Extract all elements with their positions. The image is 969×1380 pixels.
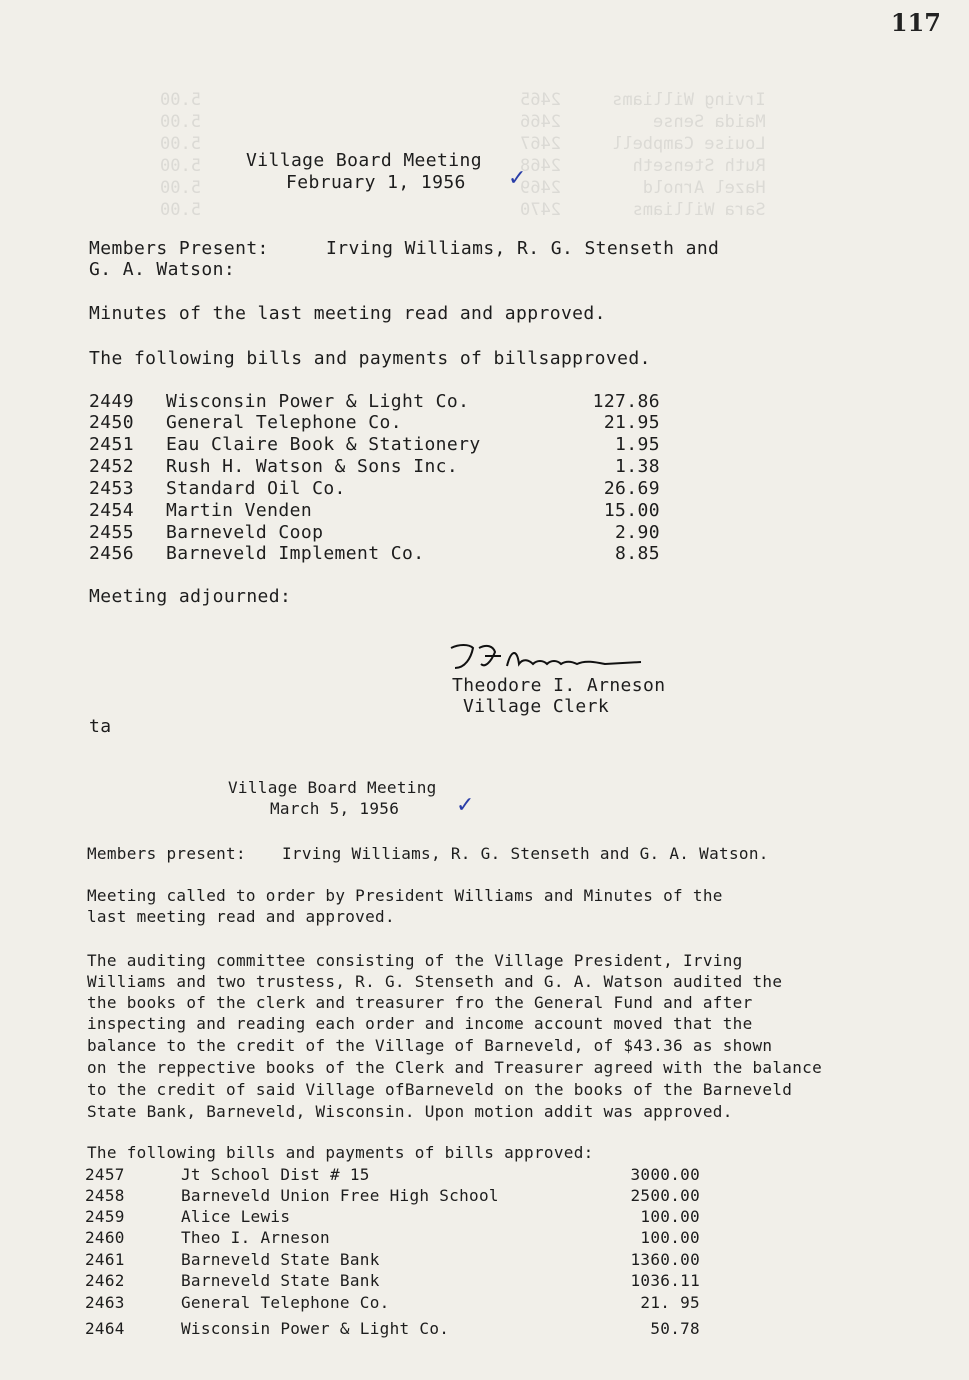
bill-amount: 26.69 bbox=[603, 478, 660, 499]
members-line2: G. A. Watson: bbox=[89, 259, 236, 280]
bill-number: 2463 bbox=[85, 1293, 125, 1312]
bill-number: 2452 bbox=[89, 456, 134, 477]
bill-payee: Rush H. Watson & Sons Inc. bbox=[166, 456, 459, 477]
checkmark-icon: ✓ bbox=[508, 166, 527, 191]
bill-payee: Theo I. Arneson bbox=[181, 1228, 330, 1247]
bill-number: 2450 bbox=[89, 412, 134, 433]
clerk-name: Theodore I. Arneson bbox=[452, 675, 666, 696]
bill-number: 2457 bbox=[85, 1165, 125, 1184]
ledger-page: Irving Williams 2465 Maida Sense 2466 Louise Campbell 2467 Ruth Stenseth 2468 Hazel Arnold 2469 Sara Williams 2470 5.00 5.00 5.00 5.00 5.00 5.00 117 Village Board Meeting February 1, 1956 ✓ Members Present: Irving Williams, R. G. Stenseth and G. A. Watson: Minutes of the last meeting read and approved. The following bills and payments of billsapproved. 2449 Wisconsin Power & Light Co. 127.86 2450 General Telephone Co. 21.95 2451 Eau Claire Book & Stationery 1.95 2452 Rush H. Watson & Sons Inc. 1.38 2453 Standard Oil Co. 26.69 2454 Martin Venden 15.00 2455 Barneveld Coop 2.90 2456 Barneveld Implement Co. 8.85 Meeting adjourned: Theodore I. Arneson Village Clerk ta Village Board Meeting March 5, 1956 ✓ Members present: Irving Williams, R. G. Stenseth and G. A. Watson. Meeting called to order by President Williams and Minutes of the last meeting read and approved. The auditing committee consisting of the Village President, Irving Williams and two trustess, R. G. Stenseth and G. A. Watson audited the the books of the clerk and treasurer fro the General Fund and after inspecting and reading each order and income account moved that the balance to the credit of the Village of Barneveld, of $43.36 as shown on the reppective books of the Clerk and Treasurer agreed with the balance to the credit of said Village ofBarneveld on the books of the Barneveld State Bank, Barneveld, Wisconsin. Upon motion addit was approved. The following bills and payments of bills approved: 2457 Jt School Dist # 15 3000.00 2458 Barneveld Union Free High School 2500.00 2459 Alice Lewis 100.00 2460 Theo I. Arneson 100.00 2461 Barneveld State Bank 1360.00 2462 Barneveld State Bank 1036.11 2463 General Telephone Co. 21. 95 2464 Wisconsin Power & Light Co. 50.78 bbox=[85, 8, 941, 1338]
bill-amount: 1360.00 bbox=[630, 1250, 700, 1269]
bill-payee: Eau Claire Book & Stationery bbox=[166, 434, 481, 455]
audit-line: on the reppective books of the Clerk and Treasurer agreed with the balance bbox=[87, 1058, 823, 1077]
page-number: 117 bbox=[890, 8, 941, 37]
bill-amount: 3000.00 bbox=[630, 1165, 700, 1184]
bill-amount: 21. 95 bbox=[640, 1293, 700, 1312]
bill-payee: Barneveld Implement Co. bbox=[166, 543, 425, 564]
bill-amount: 15.00 bbox=[603, 500, 660, 521]
bill-payee: Wisconsin Power & Light Co. bbox=[181, 1319, 450, 1338]
call-to-order-line1: Meeting called to order by President Williams and Minutes of the bbox=[87, 886, 723, 905]
clerk-signature bbox=[445, 640, 645, 674]
bill-amount: 127.86 bbox=[592, 391, 660, 412]
bill-payee: Barneveld State Bank bbox=[181, 1250, 380, 1269]
members-label: Members Present: bbox=[89, 238, 269, 259]
audit-line: Williams and two trustess, R. G. Stenseth and G. A. Watson audited the bbox=[87, 972, 783, 991]
bill-number: 2464 bbox=[85, 1319, 125, 1338]
bill-number: 2462 bbox=[85, 1271, 125, 1290]
audit-line: the books of the clerk and treasurer fro the General Fund and after bbox=[87, 993, 753, 1012]
meeting1-date: February 1, 1956 bbox=[286, 172, 466, 193]
bill-amount: 8.85 bbox=[615, 543, 660, 564]
bill-payee: General Telephone Co. bbox=[181, 1293, 390, 1312]
minutes-approved: Minutes of the last meeting read and approved. bbox=[89, 303, 606, 324]
bill-number: 2453 bbox=[89, 478, 134, 499]
bill-payee: Barneveld Union Free High School bbox=[181, 1186, 499, 1205]
audit-line: balance to the credit of the Village of Barneveld, of $43.36 as shown bbox=[87, 1036, 773, 1055]
meeting-adjourned: Meeting adjourned: bbox=[89, 586, 292, 607]
bills-intro: The following bills and payments of bills approved: bbox=[87, 1143, 594, 1162]
bill-number: 2458 bbox=[85, 1186, 125, 1205]
bill-number: 2455 bbox=[89, 522, 134, 543]
bill-number: 2454 bbox=[89, 500, 134, 521]
bill-amount: 2.90 bbox=[615, 522, 660, 543]
bill-number: 2459 bbox=[85, 1207, 125, 1226]
bill-payee: Martin Venden bbox=[166, 500, 313, 521]
bill-payee: Barneveld State Bank bbox=[181, 1271, 380, 1290]
members-label: Members present: bbox=[87, 844, 246, 863]
audit-line: to the credit of said Village ofBarneveld on the books of the Barneveld bbox=[87, 1080, 793, 1099]
bill-amount: 1.38 bbox=[615, 456, 660, 477]
bill-amount: 2500.00 bbox=[630, 1186, 700, 1205]
bill-amount: 50.78 bbox=[650, 1319, 700, 1338]
bill-payee: Standard Oil Co. bbox=[166, 478, 346, 499]
bill-number: 2460 bbox=[85, 1228, 125, 1247]
clerk-title: Village Clerk bbox=[463, 696, 610, 717]
bills-intro: The following bills and payments of billsapproved. bbox=[89, 348, 651, 369]
bill-amount: 100.00 bbox=[640, 1228, 700, 1247]
bill-payee: Barneveld Coop bbox=[166, 522, 324, 543]
audit-line: The auditing committee consisting of the Village President, Irving bbox=[87, 951, 743, 970]
typist-initials: ta bbox=[89, 716, 112, 737]
bill-amount: 1.95 bbox=[615, 434, 660, 455]
bill-number: 2449 bbox=[89, 391, 134, 412]
members-list: Irving Williams, R. G. Stenseth and G. A. Watson. bbox=[282, 844, 769, 863]
bill-payee: General Telephone Co. bbox=[166, 412, 402, 433]
members-line1: Irving Williams, R. G. Stenseth and bbox=[326, 238, 720, 259]
bill-number: 2456 bbox=[89, 543, 134, 564]
audit-line: inspecting and reading each order and income account moved that the bbox=[87, 1014, 753, 1033]
meeting1-title: Village Board Meeting bbox=[246, 150, 482, 171]
bill-number: 2461 bbox=[85, 1250, 125, 1269]
bill-payee: Jt School Dist # 15 bbox=[181, 1165, 370, 1184]
call-to-order-line2: last meeting read and approved. bbox=[87, 907, 395, 926]
bill-amount: 100.00 bbox=[640, 1207, 700, 1226]
checkmark-icon: ✓ bbox=[456, 793, 475, 818]
meeting2-date: March 5, 1956 bbox=[270, 799, 400, 818]
bill-number: 2451 bbox=[89, 434, 134, 455]
bill-payee: Alice Lewis bbox=[181, 1207, 291, 1226]
audit-line: State Bank, Barneveld, Wisconsin. Upon motion addit was approved. bbox=[87, 1102, 733, 1121]
bill-amount: 21.95 bbox=[603, 412, 660, 433]
meeting2-title: Village Board Meeting bbox=[228, 778, 437, 797]
bill-payee: Wisconsin Power & Light Co. bbox=[166, 391, 470, 412]
bill-amount: 1036.11 bbox=[630, 1271, 700, 1290]
